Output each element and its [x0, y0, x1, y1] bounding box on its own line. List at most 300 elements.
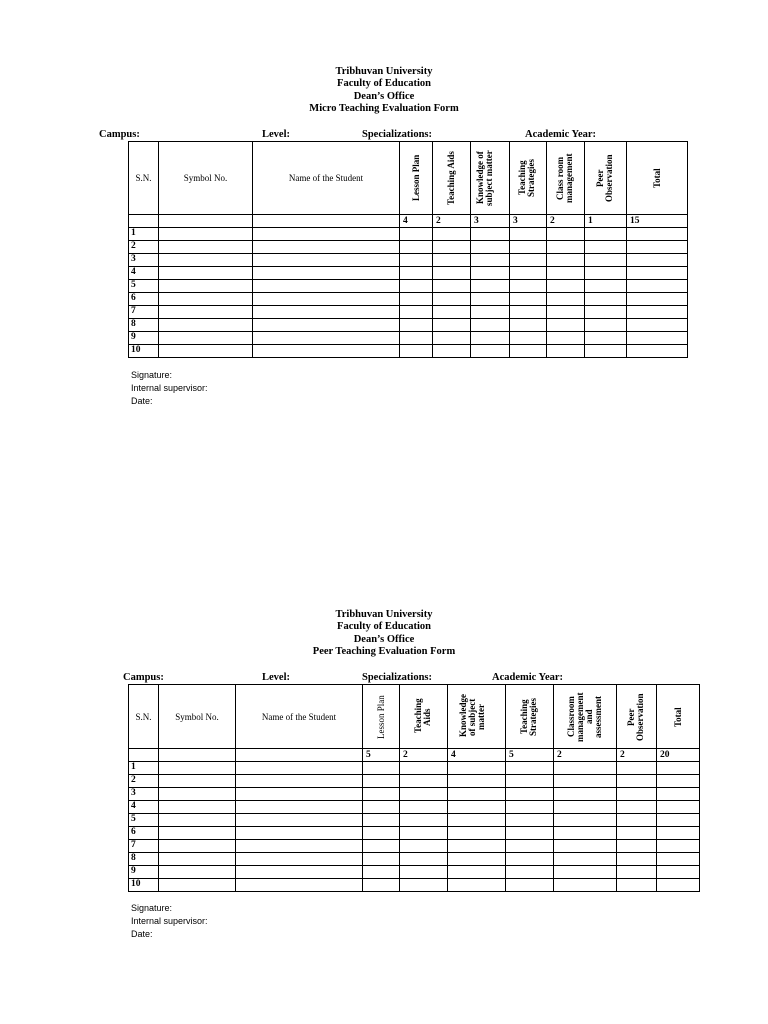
score-cell[interactable] [585, 280, 627, 293]
criterion-header [363, 685, 400, 749]
criterion-header [627, 142, 688, 215]
score-cell[interactable] [400, 241, 433, 254]
score-cell[interactable] [471, 293, 510, 306]
score-cell[interactable] [554, 801, 617, 814]
score-cell[interactable] [547, 332, 585, 345]
score-cell[interactable] [363, 814, 400, 827]
score-cell[interactable] [448, 801, 506, 814]
score-cell[interactable] [448, 827, 506, 840]
criterion-header [506, 685, 554, 749]
criterion-header [554, 685, 617, 749]
score-cell[interactable] [617, 879, 657, 892]
row-number: 1 [129, 762, 159, 775]
student-name-cell[interactable] [236, 814, 363, 827]
score-cell[interactable] [471, 241, 510, 254]
blank-cell [236, 749, 363, 762]
score-cell[interactable] [400, 840, 448, 853]
score-cell[interactable] [448, 840, 506, 853]
score-cell[interactable] [510, 280, 547, 293]
score-cell[interactable] [448, 775, 506, 788]
symbol-no-cell[interactable] [159, 332, 253, 345]
specializations-label: Specializations: [362, 672, 432, 683]
table-row [129, 775, 700, 788]
score-cell[interactable] [363, 788, 400, 801]
row-number: 9 [129, 332, 159, 345]
criterion-label: Knowledge of subject matter [475, 150, 494, 206]
criterion-label: Teaching Strategies [518, 697, 538, 736]
score-cell[interactable] [433, 267, 471, 280]
student-name-cell[interactable] [253, 254, 400, 267]
score-cell[interactable] [363, 801, 400, 814]
score-cell[interactable] [506, 762, 554, 775]
max-marks-cell: 1 [585, 215, 627, 228]
score-cell[interactable] [617, 840, 657, 853]
score-cell[interactable] [433, 332, 471, 345]
signature-label: Signature: [131, 903, 173, 913]
score-cell[interactable] [547, 228, 585, 241]
form1-header [0, 66, 768, 116]
score-cell[interactable] [657, 827, 700, 840]
score-cell[interactable] [506, 814, 554, 827]
score-cell[interactable] [627, 345, 688, 358]
student-name-cell[interactable] [236, 866, 363, 879]
student-name-cell[interactable] [253, 306, 400, 319]
score-cell[interactable] [585, 241, 627, 254]
row-number: 8 [129, 853, 159, 866]
symbol-no-cell[interactable] [159, 775, 236, 788]
symbol-no-cell[interactable] [159, 241, 253, 254]
score-cell[interactable] [617, 775, 657, 788]
max-marks-cell: 15 [627, 215, 688, 228]
max-marks-cell: 4 [448, 749, 506, 762]
score-cell[interactable] [400, 853, 448, 866]
criterion-header [433, 142, 471, 215]
score-cell[interactable] [547, 267, 585, 280]
criterion-label: Classroom management and assessment [566, 691, 603, 742]
score-cell[interactable] [657, 814, 700, 827]
score-cell[interactable] [657, 879, 700, 892]
student-name-cell[interactable] [253, 319, 400, 332]
score-cell[interactable] [617, 827, 657, 840]
symbol-no-cell[interactable] [159, 788, 236, 801]
score-cell[interactable] [554, 827, 617, 840]
student-name-cell[interactable] [236, 840, 363, 853]
max-marks-cell: 20 [657, 749, 700, 762]
symbol-no-header: Symbol No. [159, 142, 253, 215]
score-cell[interactable] [363, 775, 400, 788]
specializations-label: Specializations: [362, 129, 432, 140]
symbol-no-cell[interactable] [159, 801, 236, 814]
score-cell[interactable] [547, 319, 585, 332]
internal-supervisor-label: Internal supervisor: [131, 916, 208, 927]
score-cell[interactable] [400, 280, 433, 293]
row-number: 5 [129, 814, 159, 827]
row-number: 6 [129, 293, 159, 306]
score-cell[interactable] [471, 280, 510, 293]
score-cell[interactable] [400, 788, 448, 801]
score-cell[interactable] [448, 866, 506, 879]
university-name: Tribhuvan University [335, 609, 433, 620]
score-cell[interactable] [627, 306, 688, 319]
score-cell[interactable] [585, 319, 627, 332]
blank-cell [159, 215, 253, 228]
symbol-no-cell[interactable] [159, 827, 236, 840]
student-name-cell[interactable] [236, 827, 363, 840]
symbol-no-cell[interactable] [159, 762, 236, 775]
score-cell[interactable] [617, 762, 657, 775]
form-title: Micro Teaching Evaluation Form [309, 103, 459, 115]
score-cell[interactable] [547, 254, 585, 267]
score-cell[interactable] [585, 254, 627, 267]
criterion-header [510, 142, 547, 215]
table-row [129, 332, 688, 345]
criterion-label: Class room management [554, 153, 574, 203]
form2-header [0, 609, 768, 659]
row-number: 5 [129, 280, 159, 293]
row-number: 10 [129, 345, 159, 358]
score-cell[interactable] [400, 293, 433, 306]
score-cell[interactable] [510, 293, 547, 306]
score-cell[interactable] [554, 814, 617, 827]
score-cell[interactable] [471, 319, 510, 332]
criterion-header [400, 685, 448, 749]
student-rows [129, 228, 688, 358]
blank-cell [129, 215, 159, 228]
level-label: Level: [262, 129, 290, 140]
score-cell[interactable] [506, 801, 554, 814]
score-cell[interactable] [471, 345, 510, 358]
score-cell[interactable] [627, 319, 688, 332]
row-number: 2 [129, 241, 159, 254]
level-label: Level: [262, 672, 290, 683]
criterion-label: Knowledge of subject matter [457, 693, 486, 737]
symbol-no-cell[interactable] [159, 345, 253, 358]
academic-year-label: Academic Year: [525, 129, 597, 140]
symbol-no-cell[interactable] [159, 254, 253, 267]
score-cell[interactable] [627, 254, 688, 267]
criterion-header [585, 142, 627, 215]
row-number: 10 [129, 879, 159, 892]
criterion-label: Total [672, 706, 683, 727]
date-label: Date: [131, 929, 153, 940]
student-name-cell[interactable] [253, 293, 400, 306]
score-cell[interactable] [506, 827, 554, 840]
table-row [129, 866, 700, 879]
score-cell[interactable] [554, 788, 617, 801]
internal-supervisor-label: Internal supervisor: [131, 383, 208, 394]
faculty-name: Faculty of Education [337, 78, 431, 90]
criterion-label: Total [651, 168, 662, 188]
row-number: 4 [129, 801, 159, 814]
score-cell[interactable] [554, 775, 617, 788]
score-cell[interactable] [657, 762, 700, 775]
form1-footer [131, 369, 208, 409]
score-cell[interactable] [510, 319, 547, 332]
university-name: Tribhuvan University [335, 66, 433, 77]
table-row [129, 254, 688, 267]
score-cell[interactable] [627, 332, 688, 345]
signature-label: Signature: [131, 370, 173, 380]
score-cell[interactable] [547, 241, 585, 254]
score-cell[interactable] [448, 879, 506, 892]
score-cell[interactable] [471, 267, 510, 280]
criterion-header [617, 685, 657, 749]
table-row [129, 228, 688, 241]
sn-header: S.N. [129, 142, 159, 215]
student-name-cell[interactable] [253, 280, 400, 293]
score-cell[interactable] [363, 762, 400, 775]
student-name-cell[interactable] [236, 853, 363, 866]
score-cell[interactable] [506, 866, 554, 879]
score-cell[interactable] [585, 267, 627, 280]
score-cell[interactable] [471, 306, 510, 319]
max-marks-cell: 3 [510, 215, 547, 228]
campus-label: Campus: [123, 672, 164, 683]
student-name-cell[interactable] [253, 267, 400, 280]
score-cell[interactable] [585, 332, 627, 345]
criterion-header [547, 142, 585, 215]
score-cell[interactable] [363, 827, 400, 840]
score-cell[interactable] [400, 267, 433, 280]
score-cell[interactable] [400, 814, 448, 827]
row-number: 7 [129, 840, 159, 853]
table-row [129, 345, 688, 358]
score-cell[interactable] [471, 228, 510, 241]
table-row [129, 241, 688, 254]
score-cell[interactable] [617, 853, 657, 866]
student-name-cell[interactable] [253, 345, 400, 358]
table-row [129, 827, 700, 840]
table-row [129, 762, 700, 775]
score-cell[interactable] [400, 332, 433, 345]
student-name-cell[interactable] [253, 332, 400, 345]
symbol-no-cell[interactable] [159, 879, 236, 892]
score-cell[interactable] [433, 345, 471, 358]
score-cell[interactable] [448, 814, 506, 827]
score-cell[interactable] [657, 840, 700, 853]
criterion-header [657, 685, 700, 749]
student-name-header: Name of the Student [253, 142, 400, 215]
score-cell[interactable] [400, 306, 433, 319]
row-number: 9 [129, 866, 159, 879]
score-cell[interactable] [657, 853, 700, 866]
criterion-label: Teaching Strategies [517, 159, 536, 197]
score-cell[interactable] [433, 319, 471, 332]
row-number: 4 [129, 267, 159, 280]
sn-header: S.N. [129, 685, 159, 749]
score-cell[interactable] [657, 775, 700, 788]
student-name-cell[interactable] [236, 788, 363, 801]
max-marks-cell: 2 [400, 749, 448, 762]
score-cell[interactable] [506, 788, 554, 801]
score-cell[interactable] [400, 801, 448, 814]
symbol-no-cell[interactable] [159, 866, 236, 879]
score-cell[interactable] [627, 280, 688, 293]
score-cell[interactable] [510, 306, 547, 319]
criterion-header [448, 685, 506, 749]
score-cell[interactable] [547, 293, 585, 306]
student-name-cell[interactable] [253, 228, 400, 241]
score-cell[interactable] [617, 788, 657, 801]
criterion-label: Peer Observation [625, 692, 645, 741]
score-cell[interactable] [433, 254, 471, 267]
form-title: Peer Teaching Evaluation Form [312, 646, 456, 658]
score-cell[interactable] [657, 866, 700, 879]
score-cell[interactable] [627, 241, 688, 254]
student-name-cell[interactable] [236, 879, 363, 892]
blank-cell [159, 749, 236, 762]
score-cell[interactable] [506, 775, 554, 788]
score-cell[interactable] [400, 775, 448, 788]
max-marks-cell: 2 [433, 215, 471, 228]
student-name-cell[interactable] [236, 762, 363, 775]
score-cell[interactable] [363, 879, 400, 892]
table-row [129, 840, 700, 853]
criterion-label: Lesson Plan [410, 154, 421, 202]
score-cell[interactable] [506, 879, 554, 892]
table-row [129, 814, 700, 827]
symbol-no-cell[interactable] [159, 319, 253, 332]
score-cell[interactable] [433, 293, 471, 306]
symbol-no-cell[interactable] [159, 853, 236, 866]
table-row [129, 267, 688, 280]
student-name-cell[interactable] [253, 241, 400, 254]
score-cell[interactable] [400, 345, 433, 358]
score-cell[interactable] [657, 801, 700, 814]
student-rows [129, 762, 700, 892]
score-cell[interactable] [554, 762, 617, 775]
date-label: Date: [131, 396, 153, 407]
table-row [129, 788, 700, 801]
score-cell[interactable] [585, 228, 627, 241]
criterion-label: Teaching Aids [446, 151, 456, 205]
student-name-header: Name of the Student [236, 685, 363, 749]
score-cell[interactable] [363, 866, 400, 879]
score-cell[interactable] [400, 254, 433, 267]
symbol-no-header: Symbol No. [159, 685, 236, 749]
score-cell[interactable] [627, 293, 688, 306]
evaluation-table [128, 684, 700, 892]
score-cell[interactable] [510, 241, 547, 254]
score-cell[interactable] [585, 306, 627, 319]
symbol-no-cell[interactable] [159, 267, 253, 280]
row-number: 6 [129, 827, 159, 840]
score-cell[interactable] [554, 879, 617, 892]
max-marks-cell: 5 [363, 749, 400, 762]
score-cell[interactable] [506, 853, 554, 866]
table-row [129, 293, 688, 306]
row-number: 3 [129, 254, 159, 267]
score-cell[interactable] [547, 345, 585, 358]
score-cell[interactable] [554, 866, 617, 879]
score-cell[interactable] [400, 827, 448, 840]
criterion-label: Lesson Plan [375, 694, 386, 739]
row-number: 2 [129, 775, 159, 788]
score-cell[interactable] [506, 840, 554, 853]
table-row [129, 280, 688, 293]
symbol-no-cell[interactable] [159, 306, 253, 319]
score-cell[interactable] [448, 853, 506, 866]
max-marks-cell: 4 [400, 215, 433, 228]
score-cell[interactable] [617, 801, 657, 814]
office-name: Dean’s Office [353, 90, 415, 102]
score-cell[interactable] [363, 853, 400, 866]
score-cell[interactable] [400, 866, 448, 879]
score-cell[interactable] [554, 840, 617, 853]
score-cell[interactable] [510, 332, 547, 345]
table-row [129, 306, 688, 319]
score-cell[interactable] [471, 332, 510, 345]
score-cell[interactable] [448, 762, 506, 775]
score-cell[interactable] [433, 241, 471, 254]
campus-label: Campus: [99, 129, 140, 140]
score-cell[interactable] [617, 866, 657, 879]
score-cell[interactable] [510, 254, 547, 267]
score-cell[interactable] [510, 267, 547, 280]
score-cell[interactable] [617, 814, 657, 827]
max-marks-cell: 2 [617, 749, 657, 762]
score-cell[interactable] [510, 228, 547, 241]
score-cell[interactable] [400, 319, 433, 332]
symbol-no-cell[interactable] [159, 814, 236, 827]
symbol-no-cell[interactable] [159, 280, 253, 293]
row-number: 1 [129, 228, 159, 241]
student-name-cell[interactable] [236, 775, 363, 788]
criterion-label: Teaching Aids [412, 697, 432, 733]
table-row [129, 853, 700, 866]
academic-year-label: Academic Year: [492, 672, 564, 683]
max-marks-cell: 2 [547, 215, 585, 228]
score-cell[interactable] [585, 293, 627, 306]
form2-footer [131, 902, 208, 942]
evaluation-table [128, 141, 688, 358]
table-row [129, 801, 700, 814]
score-cell[interactable] [433, 280, 471, 293]
symbol-no-cell[interactable] [159, 228, 253, 241]
score-cell[interactable] [363, 840, 400, 853]
score-cell[interactable] [585, 345, 627, 358]
row-number: 7 [129, 306, 159, 319]
row-number: 3 [129, 788, 159, 801]
score-cell[interactable] [547, 280, 585, 293]
score-cell[interactable] [554, 853, 617, 866]
row-number: 8 [129, 319, 159, 332]
score-cell[interactable] [400, 228, 433, 241]
score-cell[interactable] [448, 788, 506, 801]
symbol-no-cell[interactable] [159, 840, 236, 853]
score-cell[interactable] [433, 228, 471, 241]
score-cell[interactable] [400, 762, 448, 775]
score-cell[interactable] [627, 228, 688, 241]
score-cell[interactable] [433, 306, 471, 319]
score-cell[interactable] [471, 254, 510, 267]
score-cell[interactable] [547, 306, 585, 319]
score-cell[interactable] [657, 788, 700, 801]
max-marks-cell: 3 [471, 215, 510, 228]
score-cell[interactable] [627, 267, 688, 280]
score-cell[interactable] [510, 345, 547, 358]
blank-cell [253, 215, 400, 228]
max-marks-cell: 2 [554, 749, 617, 762]
table-row [129, 879, 700, 892]
criterion-header [400, 142, 433, 215]
score-cell[interactable] [400, 879, 448, 892]
symbol-no-cell[interactable] [159, 293, 253, 306]
office-name: Dean’s Office [353, 633, 415, 645]
student-name-cell[interactable] [236, 801, 363, 814]
blank-cell [129, 749, 159, 762]
criterion-header [471, 142, 510, 215]
